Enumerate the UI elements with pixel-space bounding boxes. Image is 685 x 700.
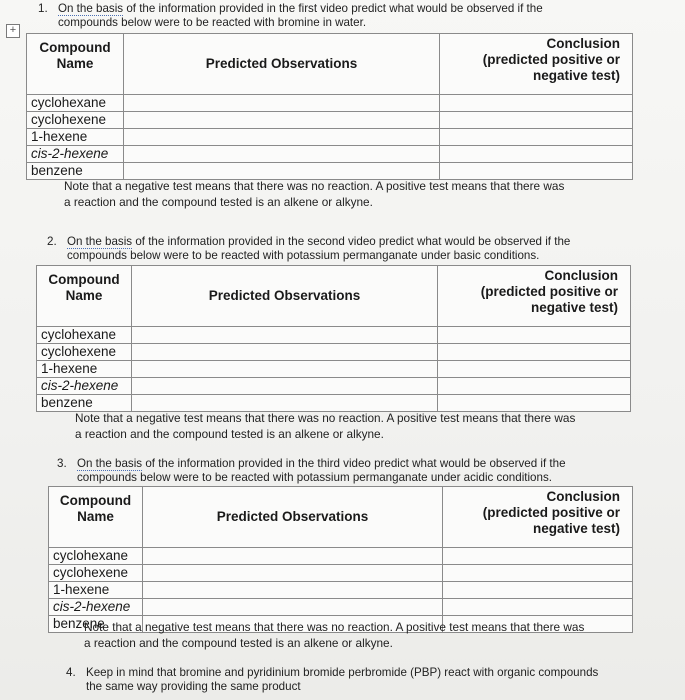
conclusion-cell[interactable] (443, 599, 633, 616)
conclusion-cell[interactable] (440, 163, 633, 180)
conclusion-cell[interactable] (438, 361, 631, 378)
observation-cell[interactable] (124, 129, 440, 146)
question-underlined-text: On the basis (58, 2, 124, 15)
observation-cell[interactable] (132, 361, 438, 378)
compound-name: cyclohexene (27, 112, 124, 129)
observation-cell[interactable] (143, 548, 443, 565)
question-underlined-text: On the basis (67, 235, 133, 248)
header-conclusion: Conclusion (predicted positive or negative test) (438, 266, 631, 327)
table-row (37, 395, 631, 412)
question-number: 1. (38, 2, 48, 15)
conclusion-cell[interactable] (438, 344, 631, 361)
compound-name: 1-hexene (37, 361, 132, 378)
observation-table-3 (48, 486, 633, 633)
conclusion-cell[interactable] (443, 582, 633, 599)
question-text-line2: compounds below were to be reacted with potassium permanganate under acidic conditions. (77, 471, 552, 484)
compound-name: benzene (27, 163, 124, 180)
observation-cell[interactable] (124, 146, 440, 163)
header-conclusion: Conclusion (predicted positive or negative test) (443, 487, 633, 548)
conclusion-cell[interactable] (440, 146, 633, 163)
compound-name: 1-hexene (27, 129, 124, 146)
compound-name: cis-2-hexene (27, 146, 124, 163)
question-text: of the information provided in the first video predict what would be observed if the (123, 2, 543, 15)
observation-cell[interactable] (132, 327, 438, 344)
table-row (49, 582, 633, 599)
question-text-line2: compounds below were to be reacted with bromine in water. (58, 16, 367, 29)
table-row (37, 378, 631, 395)
table-row (37, 327, 631, 344)
table-row (27, 95, 633, 112)
question-text-line2: compounds below were to be reacted with potassium permanganate under basic conditions. (67, 249, 540, 262)
header-compound: Compound Name (49, 487, 143, 548)
table-header-row (37, 266, 631, 327)
table-row (27, 112, 633, 129)
question-number: 4. (66, 666, 76, 679)
header-compound: Compound Name (37, 266, 132, 327)
compound-name: cis-2-hexene (37, 378, 132, 395)
compound-name: cyclohexane (27, 95, 124, 112)
question-number: 3. (57, 457, 67, 470)
observation-cell[interactable] (124, 95, 440, 112)
conclusion-cell[interactable] (440, 129, 633, 146)
conclusion-cell[interactable] (438, 395, 631, 412)
compound-name: cyclohexane (37, 327, 132, 344)
observation-cell[interactable] (132, 395, 438, 412)
compound-name: cis-2-hexene (49, 599, 143, 616)
observation-cell[interactable] (132, 378, 438, 395)
table-row (27, 163, 633, 180)
table-row (37, 361, 631, 378)
header-compound: Compound Name (27, 34, 124, 95)
observation-cell[interactable] (143, 582, 443, 599)
conclusion-cell[interactable] (443, 548, 633, 565)
note-3: Note that a negative test means that there was no reaction. A positive test means that there was a reaction and the compound tested is an alkene or alkyne. (84, 620, 585, 650)
compound-name: cyclohexene (37, 344, 132, 361)
question-2 (47, 235, 570, 263)
compound-name: 1-hexene (49, 582, 143, 599)
table-row (27, 146, 633, 163)
observation-table-1 (26, 33, 633, 180)
question-3 (57, 457, 566, 485)
observation-cell[interactable] (143, 565, 443, 582)
compound-name: benzene (49, 616, 143, 633)
conclusion-cell[interactable] (443, 565, 633, 582)
conclusion-cell[interactable] (438, 378, 631, 395)
compound-name: cyclohexene (49, 565, 143, 582)
observation-cell[interactable] (132, 344, 438, 361)
header-observations: Predicted Observations (143, 487, 443, 548)
table-row (49, 548, 633, 565)
compound-name: cyclohexane (49, 548, 143, 565)
table-header-row (49, 487, 633, 548)
observation-cell[interactable] (124, 163, 440, 180)
conclusion-cell[interactable] (438, 327, 631, 344)
question-underlined-text: On the basis (77, 457, 143, 470)
header-observations: Predicted Observations (132, 266, 438, 327)
question-text: of the information provided in the third video predict what would be observed if the (142, 457, 566, 470)
question-text: Keep in mind that bromine and pyridinium bromide perbromide (PBP) react with organic compounds (86, 666, 599, 679)
conclusion-cell[interactable] (440, 112, 633, 129)
move-anchor-icon[interactable]: + (6, 24, 20, 38)
observation-table-2 (36, 265, 631, 412)
question-number: 2. (47, 235, 57, 248)
question-4 (66, 666, 598, 694)
table-row (49, 565, 633, 582)
question-text: of the information provided in the second video predict what would be observed if the (132, 235, 571, 248)
observation-cell[interactable] (124, 112, 440, 129)
note-1: Note that a negative test means that there was no reaction. A positive test means that there was a reaction and the compound tested is an alkene or alkyne. (64, 179, 565, 209)
observation-cell[interactable] (143, 599, 443, 616)
note-2: Note that a negative test means that there was no reaction. A positive test means that there was a reaction and the compound tested is an alkene or alkyne. (75, 411, 576, 441)
question-text-line2: the same way providing the same product (86, 680, 301, 693)
header-observations: Predicted Observations (124, 34, 440, 95)
compound-name: benzene (37, 395, 132, 412)
table-row (37, 344, 631, 361)
conclusion-cell[interactable] (440, 95, 633, 112)
table-row (49, 599, 633, 616)
header-conclusion: Conclusion (predicted positive or negative test) (440, 34, 633, 95)
question-1 (38, 2, 543, 30)
table-row (27, 129, 633, 146)
table-header-row (27, 34, 633, 95)
